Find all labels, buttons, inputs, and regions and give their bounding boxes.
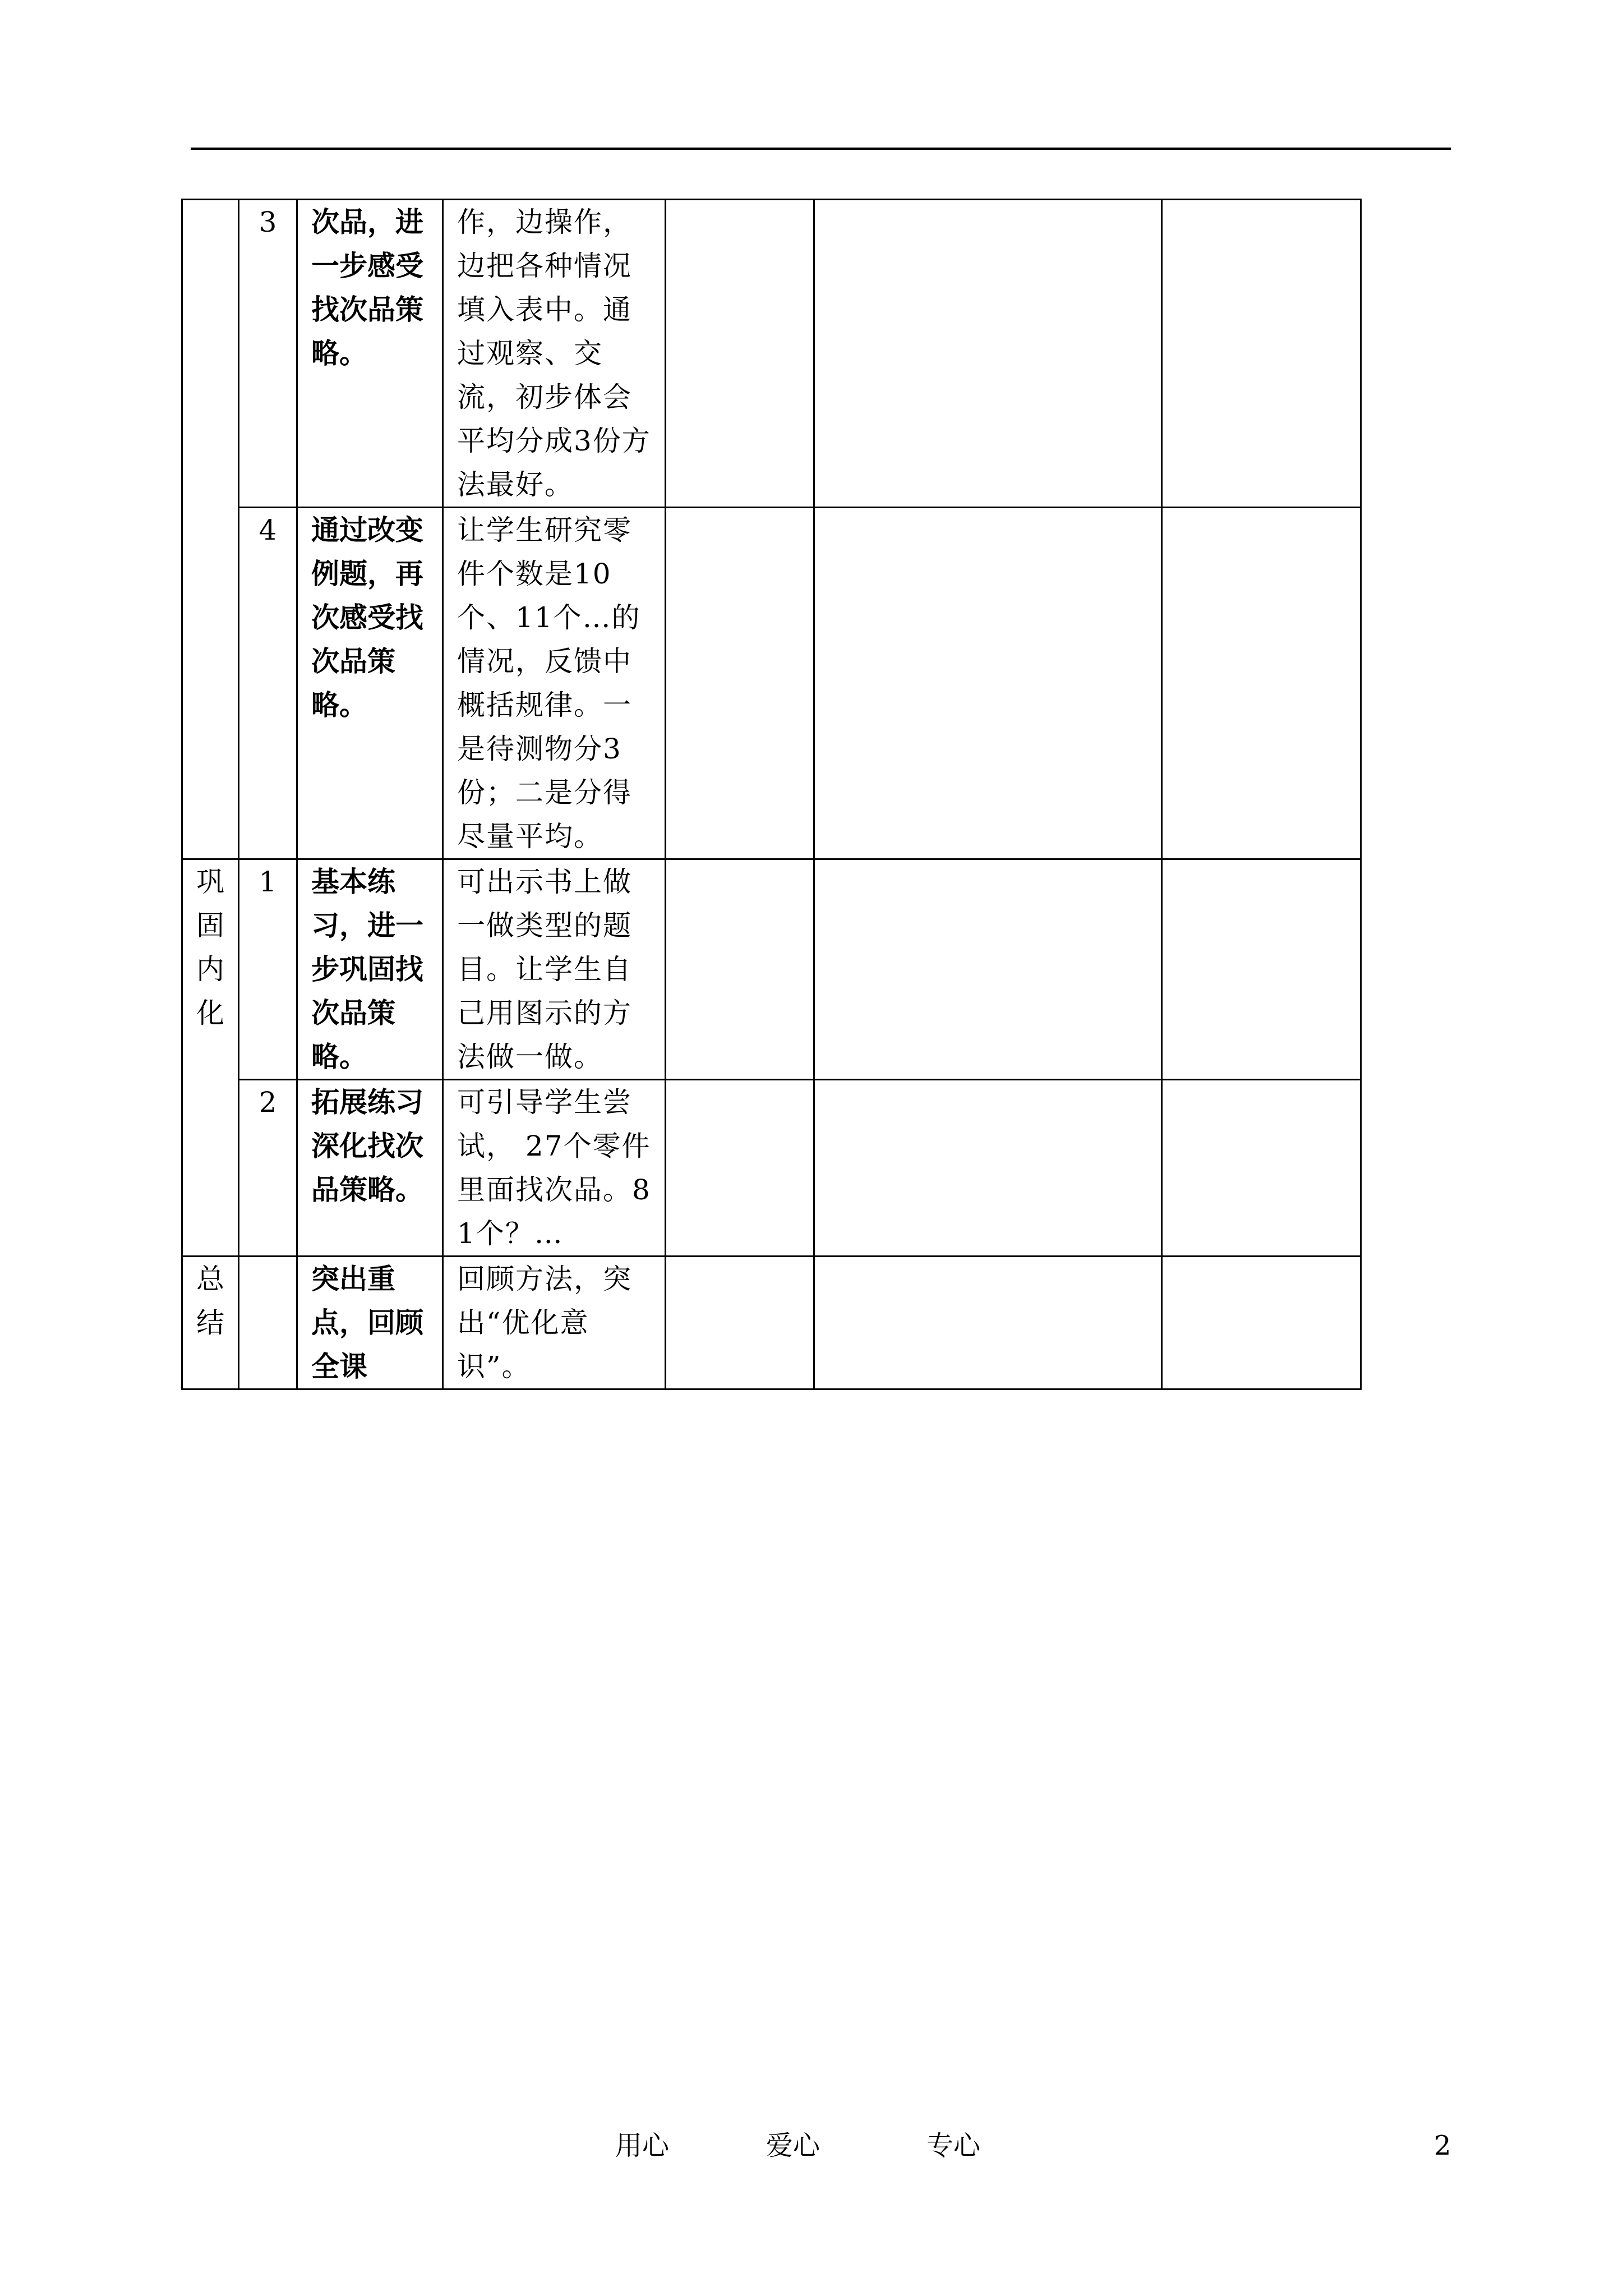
table-row xyxy=(182,508,1361,859)
step-goal: 次品，进一步感受找次品策略。 xyxy=(297,200,443,508)
stage-cell xyxy=(182,200,239,859)
stage-label: 巩 固 内 化 xyxy=(196,866,224,1029)
step-goal: 基本练习，进一步巩固找次品策略。 xyxy=(297,859,443,1080)
step-description: 回顾方法，突出“优化意识”。 xyxy=(443,1257,666,1389)
step-description: 让学生研究零件个数是10个、11个…的情况，反馈中概括规律。一是待测物分3份；二是分得尽量平均。 xyxy=(443,508,666,859)
empty-cell xyxy=(666,1257,814,1389)
step-goal: 通过改变例题，再次感受找次品策略。 xyxy=(297,508,443,859)
footer-motto-1: 用心 xyxy=(615,2130,670,2161)
empty-cell xyxy=(814,200,1162,508)
empty-cell xyxy=(814,1257,1162,1389)
empty-cell xyxy=(814,508,1162,859)
lesson-plan-table xyxy=(181,199,1362,1390)
step-goal: 突出重点，回顾全课 xyxy=(297,1257,443,1389)
empty-cell xyxy=(666,1080,814,1257)
table-row xyxy=(182,1080,1361,1257)
step-number: 1 xyxy=(239,859,297,1080)
page-number: 2 xyxy=(1434,2130,1451,2161)
step-goal: 拓展练习深化找次品策略。 xyxy=(297,1080,443,1257)
empty-cell xyxy=(1162,1257,1361,1389)
step-description: 可出示书上做一做类型的题目。让学生自己用图示的方法做一做。 xyxy=(443,859,666,1080)
empty-cell xyxy=(1162,200,1361,508)
empty-cell xyxy=(666,200,814,508)
empty-cell xyxy=(1162,508,1361,859)
step-number: 2 xyxy=(239,1080,297,1257)
stage-cell xyxy=(182,859,239,1257)
step-number: 3 xyxy=(239,200,297,508)
empty-cell xyxy=(814,859,1162,1080)
step-description: 作，边操作，边把各种情况填入表中。通过观察、交流，初步体会平均分成3份方法最好。 xyxy=(443,200,666,508)
empty-cell xyxy=(1162,1080,1361,1257)
footer-motto-3: 专心 xyxy=(926,2130,981,2161)
stage-label: 总 结 xyxy=(196,1263,224,1339)
empty-cell xyxy=(666,859,814,1080)
step-description: 可引导学生尝试， 27个零件里面找次品。81个？… xyxy=(443,1080,666,1257)
stage-cell xyxy=(182,1257,239,1389)
empty-cell xyxy=(814,1080,1162,1257)
header-rule xyxy=(191,148,1451,150)
table-row xyxy=(182,1257,1361,1389)
table-row xyxy=(182,859,1361,1080)
footer-motto-2: 爱心 xyxy=(766,2130,820,2161)
step-number xyxy=(239,1257,297,1389)
step-number: 4 xyxy=(239,508,297,859)
table-row xyxy=(182,200,1361,508)
empty-cell xyxy=(1162,859,1361,1080)
empty-cell xyxy=(666,508,814,859)
